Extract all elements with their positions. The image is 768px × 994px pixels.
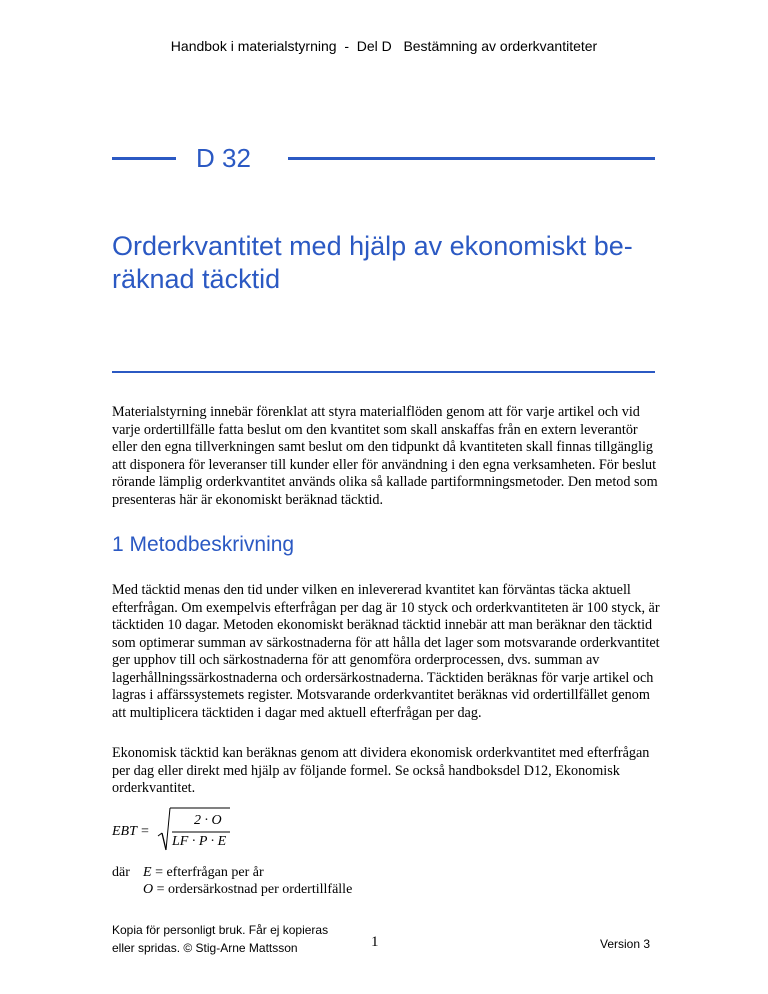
formula-lhs: EBT = — [112, 824, 150, 839]
formula-numerator: 2 · O — [194, 813, 222, 828]
definition-symbol: E — [143, 865, 152, 880]
chapter-rule-left — [112, 157, 176, 160]
title-line-2: räknad täcktid — [112, 264, 281, 294]
definition-text: = ordersärkostnad per ordertillfälle — [153, 882, 353, 897]
copyright-line-2: eller spridas. © Stig-Arne Mattsson — [112, 941, 298, 955]
document-title — [112, 230, 672, 296]
intro-paragraph: Materialstyrning innebär förenklat att styra materialflöden genom att för varje artikel och vid varje ordertillfälle fatta beslut om den kvantitet som skall anskaffas från en extern leverantör eller den egna tillverkningen samt beslut om den tidpunkt då kvantiteten skall finnas tillgänglig att disponera för leveranser till kunder eller för användning i den egna verksamheten. För beslut rörande lämplig orderkvantitet används olika så kallade partiformningsmetoder. Den metod som presenteras här är ekonomiskt beräknad täcktid. — [112, 404, 658, 508]
version-label: Version 3 — [600, 937, 651, 951]
chapter-number: D 32 — [196, 143, 251, 173]
copyright-line-1: Kopia för personligt bruk. Får ej kopieras — [112, 923, 329, 937]
section-heading: 1 Metodbeskrivning — [112, 533, 295, 556]
definition-symbol: O — [143, 882, 154, 897]
title-divider — [112, 371, 655, 373]
chapter-rule-right — [288, 157, 655, 160]
formula-intro-paragraph: Ekonomisk täcktid kan beräknas genom att dividera ekonomisk orderkvantitet med efterfrågan per dag eller direkt med hjälp av följande formel. Se också handboksdel D12, Ekonomisk orderkvantitet. — [112, 745, 650, 796]
copyright-notice — [112, 921, 328, 957]
definition-item — [143, 864, 264, 882]
page-number: 1 — [371, 934, 379, 950]
formula-denominator: LF · P · E — [172, 834, 227, 849]
method-paragraph: Med täcktid menas den tid under vilken en inlevererad kvantitet kan förväntas täcka aktuell efterfrågan. Om exempelvis efterfrågan per dag är 10 styck och orderkvantiteten är 100 styck, är täcktiden 10 dagar. Metoden ekonomiskt beräknad täcktid innebär att man beräknar den täcktid som optimerar summan av särkostnaderna för att hålla det lager som motsvarande orderkvantitet ger upphov till och särkostnaderna för att genomföra orderprocessen, dvs. summan av lagerhållningssärkostnaderna och ordersärkostnaderna. Täcktiden beräknas för varje artikel och lagras i affärssystemets register. Motsvarande orderkvantitet beräknas vid ordertillfället genom att multiplicera täcktiden i dagar med aktuell efterfrågan per dag. — [112, 582, 660, 721]
definitions-label: där — [112, 865, 130, 880]
title-line-1: Orderkvantitet med hjälp av ekonomiskt be- — [112, 231, 633, 261]
definition-item — [143, 881, 352, 899]
definition-text: = efterfrågan per år — [151, 865, 264, 880]
page-header: Handbok i materialstyrning - Del D Bestämning av orderkvantiteter — [170, 38, 598, 54]
